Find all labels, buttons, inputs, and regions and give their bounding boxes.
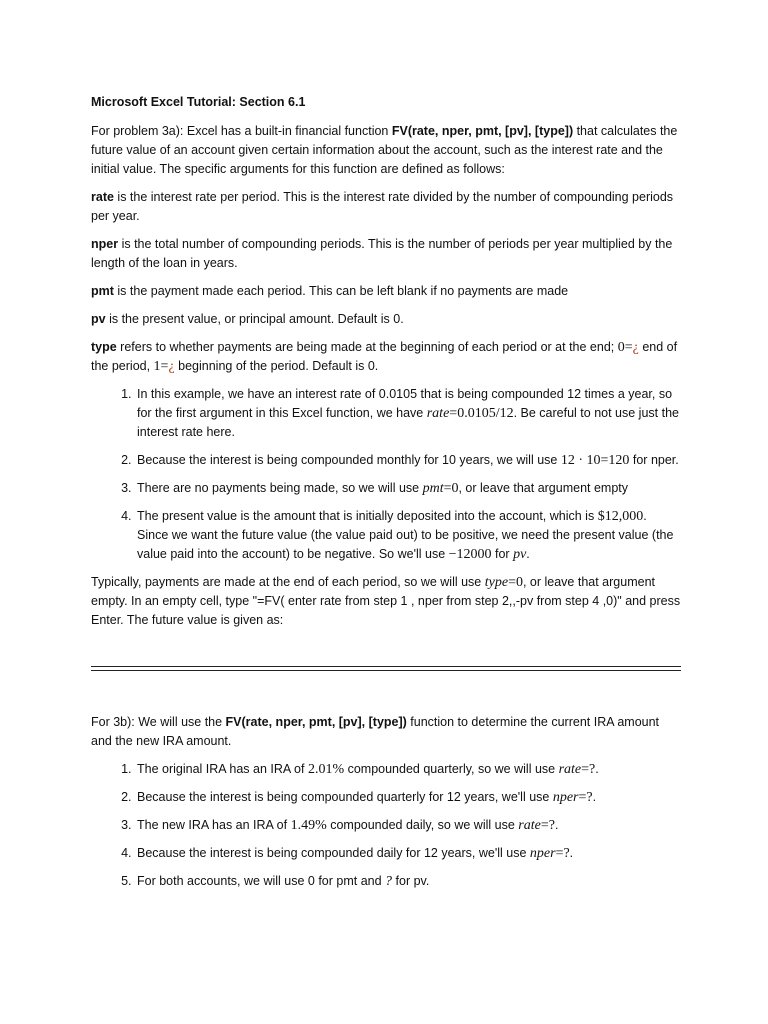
math-expression: nper — [529, 846, 556, 861]
problem-3b-text-cont: function to determine the current IRA amount and the new IRA amount. — [91, 715, 660, 748]
inverted-question-mark: ¿ — [632, 340, 639, 355]
fv-function-name: FV(rate, nper, pmt, [pv], [type]) — [391, 124, 574, 138]
def-nper — [91, 235, 681, 273]
math-expression: 12 · 10=120 — [560, 453, 630, 468]
list-item-text: There are no payments being made, so we will use — [137, 481, 423, 495]
intro-text: For problem 3a): Excel has a built-in financial function — [91, 124, 392, 138]
inverted-question-mark: ¿ — [168, 359, 175, 374]
math-expression: =0 — [508, 575, 523, 590]
list-item-text: for — [491, 547, 514, 561]
list-item-text: The original IRA has an IRA of — [137, 762, 308, 776]
def-term: type — [91, 340, 117, 354]
def-rate — [91, 188, 681, 226]
def-term: nper — [91, 237, 119, 251]
def-type — [91, 338, 681, 376]
math-expression: pmt — [422, 481, 444, 496]
def-text: is the payment made each period. This can be left blank if no payments are made — [113, 284, 569, 298]
instructions-text: Typically, payments are made at the end of each period, so we will use — [91, 575, 485, 589]
def-text: beginning of the period. Default is 0. — [174, 359, 379, 373]
list-item — [135, 788, 681, 807]
math-expression: rate — [558, 762, 582, 777]
def-text: is the present value, or principal amount. Default is 0. — [105, 312, 404, 326]
list-item-text: . — [526, 547, 530, 561]
list-item — [135, 844, 681, 863]
math-expression: $12,000 — [597, 509, 644, 524]
list-item — [135, 451, 681, 470]
def-text: end of the period, — [91, 340, 678, 373]
steps-list-3b — [91, 760, 681, 891]
math-expression: rate — [426, 406, 450, 421]
intro-text-cont: that calculates the future value of an account given certain information about the account, such as the interest rate and the initial value. The specific arguments for this function are defined as follows: — [91, 124, 678, 176]
math-expression: =? — [581, 762, 596, 777]
math-expression: nper — [552, 790, 579, 805]
math-expression: type — [484, 575, 509, 590]
intro-paragraph — [91, 122, 681, 179]
list-item-text: Because the interest is being compounded quarterly for 12 years, we'll use — [137, 790, 553, 804]
def-text: is the interest rate per period. This is the interest rate divided by the number of compounding periods per year. — [91, 190, 674, 223]
math-expression: 0= — [617, 340, 633, 355]
problem-3b-text: For 3b): We will use the — [91, 715, 226, 729]
section-divider — [91, 666, 681, 671]
math-expression: =? — [578, 790, 593, 805]
list-item — [135, 385, 681, 442]
math-expression: =? — [540, 818, 555, 833]
list-item-text: compounded daily, so we will use — [326, 818, 519, 832]
list-item-text: The present value is the amount that is initially deposited into the account, which is — [137, 509, 598, 523]
def-pv — [91, 310, 681, 329]
math-expression: =0 — [443, 481, 459, 496]
math-expression: =0.0105/12 — [449, 406, 514, 421]
list-item-text: . — [595, 762, 599, 776]
math-expression: rate — [518, 818, 541, 833]
def-text: is the total number of compounding periods. This is the number of periods per year multiplied by the length of the loan in years. — [91, 237, 673, 270]
def-term: rate — [91, 190, 114, 204]
list-item — [135, 507, 681, 564]
def-pmt — [91, 282, 681, 301]
list-item-text: Because the interest is being compounded monthly for 10 years, we will use — [137, 453, 561, 467]
steps-list-3a — [91, 385, 681, 564]
list-item — [135, 479, 681, 498]
list-item-text: . — [569, 846, 574, 860]
list-item-text: The new IRA has an IRA of — [137, 818, 291, 832]
list-item — [135, 872, 681, 891]
list-item — [135, 760, 681, 779]
list-item-text: . — [592, 790, 597, 804]
def-term: pmt — [91, 284, 114, 298]
list-item-text: . Since we want the future value (the value paid out) to be positive, we need the present value (the value paid into the account) to be negative. So we'll use — [137, 509, 674, 561]
list-item-text: For both accounts, we will use 0 for pmt and — [137, 874, 386, 888]
fv-function-name: FV(rate, nper, pmt, [pv], [type]) — [225, 715, 407, 729]
list-item-text: , or leave that argument empty — [458, 481, 629, 495]
math-expression: 1= — [153, 359, 169, 374]
math-expression: 1.49% — [290, 818, 327, 833]
list-item-text: In this example, we have an interest rate of 0.0105 that is being compounded 12 times a year, so for the first argument in this Excel function, we have — [137, 387, 673, 420]
math-expression: ? — [385, 874, 393, 889]
page-title: Microsoft Excel Tutorial: Section 6.1 — [91, 95, 306, 109]
math-expression: pv — [513, 547, 527, 562]
list-item-text: compounded quarterly, so we will use — [344, 762, 559, 776]
math-expression: −12000 — [448, 547, 492, 562]
list-item-text: . — [554, 818, 559, 832]
problem-3b-paragraph — [91, 713, 681, 751]
instructions-paragraph — [91, 573, 681, 630]
def-term: pv — [91, 312, 106, 326]
list-item-text: for nper. — [629, 453, 679, 467]
list-item-text: for pv. — [392, 874, 430, 888]
list-item-text: Because the interest is being compounded daily for 12 years, we'll use — [137, 846, 530, 860]
math-expression: 2.01% — [307, 762, 345, 777]
math-expression: =? — [555, 846, 570, 861]
list-item — [135, 816, 681, 835]
document-page — [91, 93, 681, 900]
list-item-text: . Be careful to not use just the interest rate here. — [137, 406, 679, 439]
instructions-text-cont: , or leave that argument empty. In an empty cell, type "=FV( enter rate from step 1 , nper from step 2,,-pv from step 4 ,0)" and press Enter. The future value is given as: — [91, 575, 681, 627]
def-text: refers to whether payments are being made at the beginning of each period or at the end; — [116, 340, 618, 354]
